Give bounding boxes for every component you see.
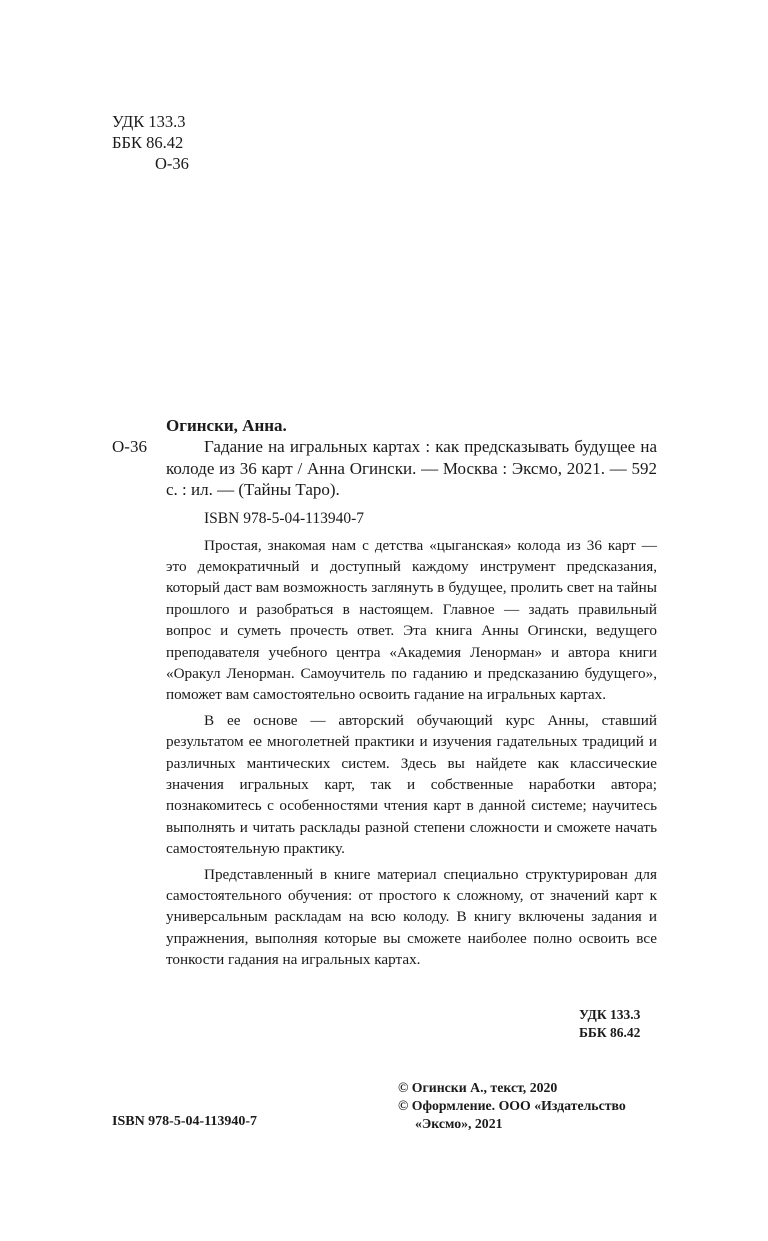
book-abstract	[166, 535, 657, 971]
bbk-code: ББК 86.42	[112, 133, 184, 152]
classification-codes-bottom	[579, 1006, 640, 1041]
bibliographic-record	[112, 436, 657, 501]
author-mark: О-36	[155, 154, 189, 173]
catalog-record	[112, 415, 657, 975]
abstract-paragraph: В ее основе — авторский обучающий курс Анны, ставший результатом ее многолетней практики и изучения гадательных традиций и различных мантических систем. Здесь вы найдете как классические значения игральных карт, так и собственные наработки автора; познакомитесь с особенностями чтения карт в данной системе; научитесь выполнять и читать расклады разной степени сложности и сможете начать самостоятельную практику.	[166, 711, 657, 858]
catalog-author: Огински, Анна.	[166, 416, 287, 435]
copyright-design-continued: «Эксмо», 2021	[415, 1116, 503, 1131]
abstract-paragraph: Представленный в книге материал специально структурирован для самостоятельного обучения: от простого к сложному, от значений карт к универсальным раскладам на всю колоду. В книгу включены задания и упражнения, выполняя которые вы сможете наиболее полно освоить все тонкости гадания на игральных картах.	[166, 865, 657, 969]
record-author-mark: О-36	[112, 437, 147, 456]
copyright-design: © Оформление. ООО «Издательство	[398, 1098, 626, 1113]
isbn-bottom: ISBN 978-5-04-113940-7	[112, 1114, 258, 1129]
copyright-text: © Огински А., текст, 2020	[398, 1080, 558, 1095]
classification-codes-top	[112, 111, 189, 174]
udk-code: УДК 133.3	[112, 112, 186, 131]
copyright-notices	[398, 1079, 626, 1133]
udk-code-bottom: УДК 133.3	[579, 1007, 641, 1022]
record-description: Гадание на игральных картах : как предсказывать будущее на колоде из 36 карт / Анна Огински. — Москва : Эксмо, 2021. — 592 с. : ил. — (Тайны Таро).	[166, 437, 657, 499]
bbk-code-bottom: ББК 86.42	[579, 1024, 641, 1040]
record-isbn: ISBN 978-5-04-113940-7	[204, 509, 365, 527]
abstract-paragraph: Простая, знакомая нам с детства «цыганская» колода из 36 карт — это демократичный и доступный каждому инструмент предсказания, который даст вам возможность заглянуть в будущее, пролить свет на тайны прошлого и разобраться в настоящем. Главное — задать правильный вопрос и суметь прочесть ответ. Эта книга Анны Огински, ведущего преподавателя учебного центра «Академия Ленорман» и автора книги «Оракул Ленорман. Самоучитель по гаданию и предсказанию будущего», поможет вам самостоятельно освоить гадание на игральных картах.	[166, 536, 657, 704]
